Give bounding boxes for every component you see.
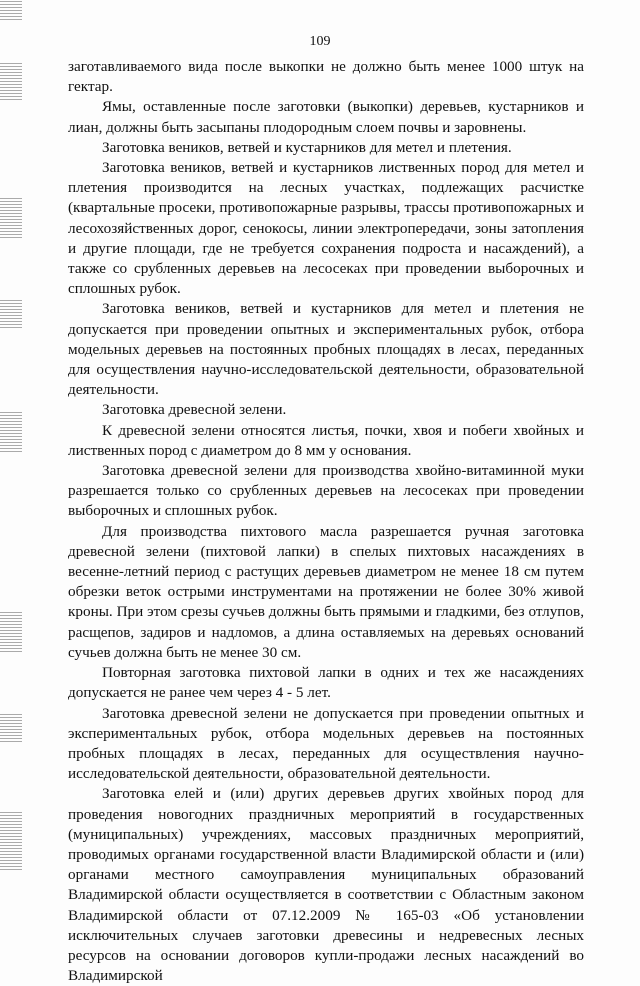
paragraph: Повторная заготовка пихтовой лапки в одних и тех же насаждениях допускается не ранее чем через 4 - 5 лет. bbox=[68, 664, 584, 702]
scan-margin-mark bbox=[0, 810, 22, 870]
scan-margin-mark bbox=[0, 612, 22, 652]
paragraph: Заготовка веников, ветвей и кустарников для метел и плетения не допускается при проведении опытных и экспериментальных рубок, отбора модельных деревьев на постоянных пробных площадях в лесах, переданных для осуществления научно-исследовательской деятельности, образовательной деятельности. bbox=[68, 300, 584, 399]
paragraph: Заготовка древесной зелени. bbox=[102, 401, 287, 419]
scan-margin-mark bbox=[0, 300, 22, 328]
paragraph: заготавливаемого вида после выкопки не должно быть менее 1000 штук на гектар. bbox=[68, 58, 584, 96]
paragraph: Ямы, оставленные после заготовки (выкопки) деревьев, кустарников и лиан, должны быть засыпаны плодородным слоем почвы и заровнены. bbox=[68, 98, 584, 136]
scan-margin-mark bbox=[0, 198, 22, 238]
page-number: 109 bbox=[309, 34, 331, 49]
paragraph: Для производства пихтового масла разрешается ручная заготовка древесной зелени (пихтовой лапки) в спелых пихтовых насаждениях в весенне-летний период с растущих деревьев диаметром не менее 18 см путем обрезки веток острыми инструментами на протяжении не более 30% живой кроны. При этом срезы сучьев должны быть прямыми и гладкими, без отлупов, расщепов, задиров и надломов, а длина оставляемых на деревьях оснований сучьев должна быть не менее 30 см. bbox=[68, 522, 584, 661]
scan-margin-mark bbox=[0, 62, 22, 100]
paragraph: Заготовка древесной зелени не допускается при проведении опытных и экспериментальных рубок, отбора модельных деревьев на постоянных пробных площадях в лесах, переданных для осуществления научно-исследовательской деятельности, образовательной деятельности. bbox=[68, 704, 584, 783]
paragraph: Заготовка веников, ветвей и кустарников для метел и плетения. bbox=[102, 138, 512, 156]
scan-margin-mark bbox=[0, 712, 22, 742]
scan-margin-mark bbox=[0, 412, 22, 452]
paragraph: Заготовка веников, ветвей и кустарников лиственных пород для метел и плетения производится на лесных участках, подлежащих расчистке (квартальные просеки, противопожарные разрывы, трассы противопожарных и лесохозяйственных дорог, сенокосы, линии электропередачи, зоны затопления и другие площади, где не требуется сохранения подроста и насаждений), а также со срубленных деревьев на лесосеках при проведении выборочных и сплошных рубок. bbox=[68, 159, 584, 298]
scan-margin-mark bbox=[0, 0, 22, 20]
document-body bbox=[68, 57, 584, 986]
paragraph: Заготовка елей и (или) других деревьев других хвойных пород для проведения новогодних праздничных мероприятий в государственных (муниципальных) учреждениях, массовых праздничных мероприятий, проводимых органами государственной власти Владимирской области и (или) органами местного самоуправления муниципальных образований Владимирской области осуществляется в соответствии с Областным законом Владимирской области от 07.12.2009 № 165-03 «Об установлении исключительных случаев заготовки древесины и недревесных лесных ресурсов на основании договоров купли-продажи лесных насаждений во Владимирской bbox=[68, 785, 584, 985]
paragraph: К древесной зелени относятся листья, почки, хвоя и побеги хвойных и лиственных пород с диаметром до 8 мм у основания. bbox=[68, 421, 584, 459]
paragraph: Заготовка древесной зелени для производства хвойно-витаминной муки разрешается только со срубленных деревьев на лесосеках при проведении выборочных и сплошных рубок. bbox=[68, 462, 584, 520]
